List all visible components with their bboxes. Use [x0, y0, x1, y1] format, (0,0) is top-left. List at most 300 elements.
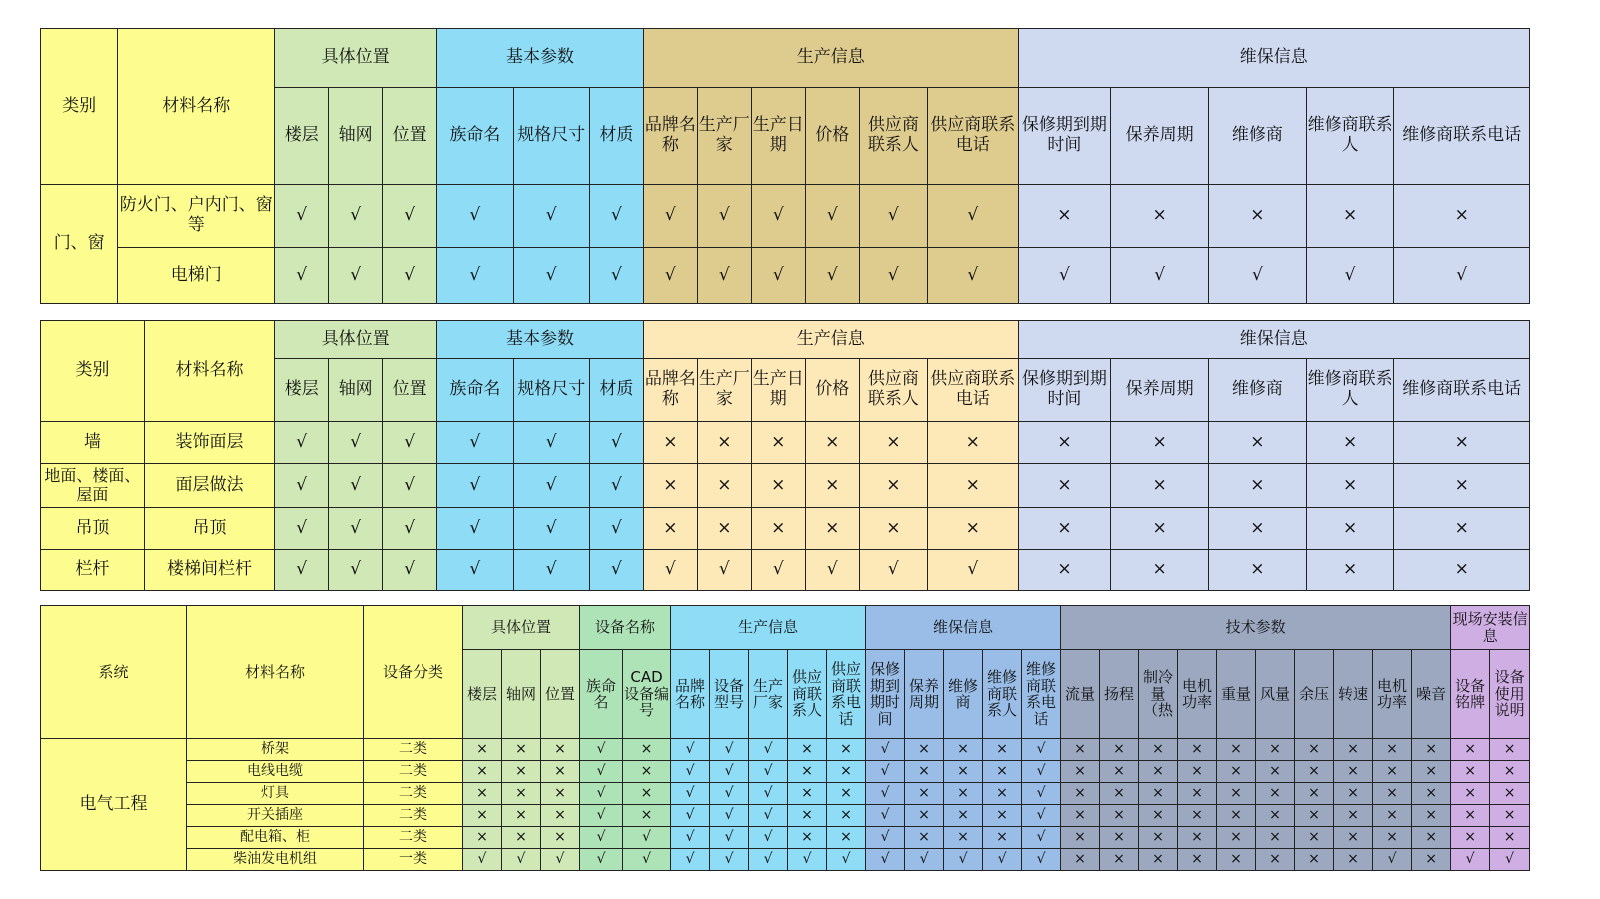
check-mark-cell: ×: [1018, 422, 1111, 464]
check-mark-cell: ×: [1490, 805, 1530, 827]
check-mark-cell: ×: [623, 805, 671, 827]
check-mark-cell: √: [671, 805, 710, 827]
check-mark-cell: ×: [1451, 827, 1490, 849]
check-mark-cell: ×: [1295, 805, 1334, 827]
check-mark-cell: ×: [944, 805, 983, 827]
check-mark-cell: √: [697, 550, 751, 591]
column-header: 保修期到期时间: [866, 650, 905, 739]
check-mark-cell: ×: [1256, 805, 1295, 827]
check-mark-cell: ×: [1306, 185, 1394, 248]
category-cell: 地面、楼面、屋面: [41, 464, 145, 508]
check-mark-cell: ×: [1451, 783, 1490, 805]
column-header: 生产日期: [751, 359, 805, 422]
check-mark-cell: √: [944, 849, 983, 871]
column-header: 楼层: [275, 88, 329, 185]
check-mark-cell: √: [859, 550, 927, 591]
check-mark-cell: ×: [1394, 185, 1530, 248]
check-mark-cell: ×: [1373, 805, 1412, 827]
check-mark-cell: ×: [1412, 739, 1451, 761]
check-mark-cell: √: [1373, 849, 1412, 871]
equip-class: 二类: [364, 739, 463, 761]
material-name: 开关插座: [187, 805, 364, 827]
check-mark-cell: ×: [1178, 827, 1217, 849]
column-header: 流量: [1061, 650, 1100, 739]
check-mark-cell: ×: [788, 827, 827, 849]
column-header: 位置: [383, 359, 437, 422]
check-mark-cell: ×: [905, 739, 944, 761]
check-mark-cell: √: [275, 550, 329, 591]
check-mark-cell: ×: [1061, 739, 1100, 761]
check-mark-cell: √: [383, 550, 437, 591]
check-mark-cell: ×: [1217, 783, 1256, 805]
system-cell: 电气工程: [41, 739, 187, 871]
check-mark-cell: ×: [1412, 805, 1451, 827]
column-header: 族命名: [437, 359, 513, 422]
column-header: 保修期到期时间: [1018, 359, 1111, 422]
check-mark-cell: ×: [1256, 739, 1295, 761]
check-mark-cell: ×: [1061, 805, 1100, 827]
check-mark-cell: √: [1209, 248, 1307, 304]
check-mark-cell: ×: [1217, 827, 1256, 849]
check-mark-cell: ×: [1451, 805, 1490, 827]
column-header: 轴网: [329, 88, 383, 185]
check-mark-cell: √: [623, 827, 671, 849]
check-mark-cell: ×: [1256, 849, 1295, 871]
check-mark-cell: ×: [643, 508, 697, 550]
check-mark-cell: √: [589, 464, 643, 508]
check-mark-cell: ×: [788, 805, 827, 827]
check-mark-cell: ×: [1256, 827, 1295, 849]
column-header: 供应商联系人: [788, 650, 827, 739]
check-mark-cell: √: [1022, 805, 1061, 827]
check-mark-cell: √: [710, 739, 749, 761]
check-mark-cell: ×: [502, 761, 541, 783]
check-mark-cell: ×: [1111, 550, 1209, 591]
check-mark-cell: √: [1022, 739, 1061, 761]
check-mark-cell: √: [866, 827, 905, 849]
check-mark-cell: ×: [983, 783, 1022, 805]
check-mark-cell: ×: [1111, 508, 1209, 550]
header-basic: 基本参数: [437, 321, 644, 359]
check-mark-cell: ×: [1373, 739, 1412, 761]
check-mark-cell: ×: [905, 827, 944, 849]
check-mark-cell: √: [671, 849, 710, 871]
check-mark-cell: √: [275, 185, 329, 248]
check-mark-cell: √: [751, 248, 805, 304]
check-mark-cell: ×: [541, 827, 580, 849]
material-name: 面层做法: [144, 464, 274, 508]
column-header: 供应商联系电话: [827, 650, 866, 739]
check-mark-cell: ×: [1394, 550, 1530, 591]
check-mark-cell: ×: [944, 761, 983, 783]
check-mark-cell: √: [513, 422, 589, 464]
header-install: 现场安装信息: [1451, 606, 1530, 650]
category-cell: 吊顶: [41, 508, 145, 550]
check-mark-cell: ×: [1394, 422, 1530, 464]
header-system: 系统: [41, 606, 187, 739]
check-mark-cell: ×: [1217, 761, 1256, 783]
check-mark-cell: ×: [502, 739, 541, 761]
column-header: 维修商联系人: [983, 650, 1022, 739]
check-mark-cell: ×: [859, 508, 927, 550]
column-header: 价格: [805, 88, 859, 185]
column-header: 重量: [1217, 650, 1256, 739]
check-mark-cell: √: [513, 464, 589, 508]
check-mark-cell: ×: [1217, 849, 1256, 871]
check-mark-cell: √: [1018, 248, 1111, 304]
equip-class: 二类: [364, 761, 463, 783]
header-material: 材料名称: [118, 29, 275, 185]
check-mark-cell: ×: [1209, 422, 1307, 464]
check-mark-cell: √: [697, 185, 751, 248]
check-mark-cell: ×: [463, 783, 502, 805]
material-name: 柴油发电机组: [187, 849, 364, 871]
check-mark-cell: ×: [1018, 550, 1111, 591]
check-mark-cell: ×: [1018, 464, 1111, 508]
column-header: 生产厂家: [749, 650, 788, 739]
check-mark-cell: ×: [1394, 508, 1530, 550]
check-mark-cell: ×: [751, 464, 805, 508]
check-mark-cell: √: [329, 508, 383, 550]
check-mark-cell: ×: [1334, 805, 1373, 827]
check-mark-cell: ×: [944, 739, 983, 761]
header-material: 材料名称: [187, 606, 364, 739]
check-mark-cell: √: [671, 761, 710, 783]
material-name: 配电箱、柜: [187, 827, 364, 849]
table-electrical: [40, 605, 1530, 871]
check-mark-cell: ×: [541, 783, 580, 805]
check-mark-cell: ×: [1373, 761, 1412, 783]
column-header: 供应商联系电话: [927, 359, 1018, 422]
check-mark-cell: ×: [1490, 761, 1530, 783]
header-maintenance: 维保信息: [1018, 321, 1529, 359]
check-mark-cell: ×: [541, 805, 580, 827]
check-mark-cell: ×: [1306, 508, 1394, 550]
check-mark-cell: √: [866, 783, 905, 805]
check-mark-cell: ×: [1295, 739, 1334, 761]
material-name: 装饰面层: [144, 422, 274, 464]
check-mark-cell: √: [710, 761, 749, 783]
check-mark-cell: ×: [944, 783, 983, 805]
check-mark-cell: ×: [1178, 739, 1217, 761]
check-mark-cell: √: [383, 248, 437, 304]
check-mark-cell: ×: [697, 464, 751, 508]
column-header: 噪音: [1412, 650, 1451, 739]
check-mark-cell: ×: [1373, 827, 1412, 849]
check-mark-cell: √: [513, 248, 589, 304]
check-mark-cell: √: [710, 783, 749, 805]
column-header: 维修商联系人: [1306, 88, 1394, 185]
check-mark-cell: √: [437, 508, 513, 550]
check-mark-cell: ×: [1139, 739, 1178, 761]
check-mark-cell: √: [580, 783, 623, 805]
header-location: 具体位置: [275, 29, 437, 88]
check-mark-cell: ×: [805, 464, 859, 508]
check-mark-cell: √: [927, 185, 1018, 248]
column-header: 生产日期: [751, 88, 805, 185]
check-mark-cell: √: [927, 550, 1018, 591]
column-header: 价格: [805, 359, 859, 422]
check-mark-cell: √: [329, 464, 383, 508]
check-mark-cell: √: [643, 550, 697, 591]
check-mark-cell: √: [580, 761, 623, 783]
header-material: 材料名称: [144, 321, 274, 422]
check-mark-cell: √: [1022, 783, 1061, 805]
check-mark-cell: ×: [463, 805, 502, 827]
check-mark-cell: √: [513, 550, 589, 591]
check-mark-cell: ×: [859, 464, 927, 508]
check-mark-cell: ×: [751, 422, 805, 464]
column-header: 楼层: [275, 359, 329, 422]
check-mark-cell: ×: [1139, 783, 1178, 805]
material-name: 电线电缆: [187, 761, 364, 783]
column-header: CAD设备编号: [623, 650, 671, 739]
column-header: 维修商联系电话: [1394, 359, 1530, 422]
check-mark-cell: ×: [827, 761, 866, 783]
header-equip-class: 设备分类: [364, 606, 463, 739]
check-mark-cell: ×: [1256, 761, 1295, 783]
check-mark-cell: √: [329, 185, 383, 248]
column-header: 维修商: [1209, 88, 1307, 185]
check-mark-cell: ×: [1100, 783, 1139, 805]
check-mark-cell: ×: [788, 783, 827, 805]
check-mark-cell: √: [643, 185, 697, 248]
check-mark-cell: ×: [1100, 827, 1139, 849]
check-mark-cell: √: [623, 849, 671, 871]
check-mark-cell: ×: [983, 805, 1022, 827]
check-mark-cell: ×: [541, 761, 580, 783]
check-mark-cell: ×: [1217, 805, 1256, 827]
check-mark-cell: ×: [1334, 827, 1373, 849]
check-mark-cell: ×: [905, 805, 944, 827]
column-header: 规格尺寸: [513, 359, 589, 422]
check-mark-cell: √: [275, 508, 329, 550]
check-mark-cell: ×: [1490, 827, 1530, 849]
check-mark-cell: √: [805, 550, 859, 591]
column-header: 品牌名称: [643, 359, 697, 422]
check-mark-cell: √: [927, 248, 1018, 304]
check-mark-cell: ×: [983, 827, 1022, 849]
check-mark-cell: ×: [1334, 783, 1373, 805]
material-name: 灯具: [187, 783, 364, 805]
check-mark-cell: ×: [827, 739, 866, 761]
check-mark-cell: ×: [1209, 464, 1307, 508]
check-mark-cell: ×: [623, 783, 671, 805]
column-header: 维修商: [944, 650, 983, 739]
header-basic: 基本参数: [437, 29, 644, 88]
check-mark-cell: ×: [463, 827, 502, 849]
category-cell: 墙: [41, 422, 145, 464]
check-mark-cell: ×: [1178, 849, 1217, 871]
check-mark-cell: √: [671, 783, 710, 805]
check-mark-cell: ×: [1100, 761, 1139, 783]
check-mark-cell: ×: [541, 739, 580, 761]
check-mark-cell: √: [589, 248, 643, 304]
column-header: 风量: [1256, 650, 1295, 739]
check-mark-cell: ×: [805, 422, 859, 464]
check-mark-cell: ×: [1451, 739, 1490, 761]
check-mark-cell: √: [589, 422, 643, 464]
check-mark-cell: ×: [1295, 849, 1334, 871]
check-mark-cell: ×: [1100, 849, 1139, 871]
check-mark-cell: ×: [697, 422, 751, 464]
column-header: 供应商联系电话: [927, 88, 1018, 185]
check-mark-cell: ×: [1373, 783, 1412, 805]
check-mark-cell: √: [589, 185, 643, 248]
check-mark-cell: ×: [643, 464, 697, 508]
check-mark-cell: ×: [463, 739, 502, 761]
header-category: 类别: [41, 29, 118, 185]
check-mark-cell: √: [1022, 827, 1061, 849]
check-mark-cell: √: [671, 827, 710, 849]
check-mark-cell: ×: [1412, 783, 1451, 805]
header-equip-name: 设备名称: [580, 606, 671, 650]
check-mark-cell: ×: [643, 422, 697, 464]
check-mark-cell: √: [541, 849, 580, 871]
check-mark-cell: ×: [1100, 739, 1139, 761]
check-mark-cell: ×: [1111, 185, 1209, 248]
check-mark-cell: √: [329, 550, 383, 591]
header-maintenance: 维保信息: [866, 606, 1061, 650]
check-mark-cell: ×: [1111, 464, 1209, 508]
check-mark-cell: ×: [1178, 805, 1217, 827]
check-mark-cell: ×: [788, 739, 827, 761]
check-mark-cell: √: [859, 185, 927, 248]
column-header: 族命名: [580, 650, 623, 739]
check-mark-cell: √: [643, 248, 697, 304]
check-mark-cell: √: [749, 739, 788, 761]
column-header: 维修商联系人: [1306, 359, 1394, 422]
check-mark-cell: √: [1022, 849, 1061, 871]
check-mark-cell: √: [697, 248, 751, 304]
header-maintenance: 维保信息: [1018, 29, 1529, 88]
check-mark-cell: ×: [927, 422, 1018, 464]
check-mark-cell: √: [580, 827, 623, 849]
check-mark-cell: ×: [1490, 739, 1530, 761]
check-mark-cell: √: [437, 550, 513, 591]
column-header: 轴网: [329, 359, 383, 422]
column-header: 材质: [589, 88, 643, 185]
check-mark-cell: ×: [1451, 761, 1490, 783]
check-mark-cell: ×: [1306, 550, 1394, 591]
check-mark-cell: √: [383, 508, 437, 550]
check-mark-cell: √: [749, 805, 788, 827]
check-mark-cell: ×: [788, 761, 827, 783]
material-name: 桥架: [187, 739, 364, 761]
check-mark-cell: ×: [1256, 783, 1295, 805]
check-mark-cell: √: [710, 827, 749, 849]
check-mark-cell: √: [275, 464, 329, 508]
check-mark-cell: ×: [905, 761, 944, 783]
header-tech: 技术参数: [1061, 606, 1451, 650]
material-name: 吊顶: [144, 508, 274, 550]
material-name: 电梯门: [118, 248, 275, 304]
check-mark-cell: √: [1022, 761, 1061, 783]
column-header: 品牌名称: [643, 88, 697, 185]
check-mark-cell: ×: [1178, 783, 1217, 805]
check-mark-cell: √: [502, 849, 541, 871]
check-mark-cell: ×: [502, 805, 541, 827]
column-header: 维修商: [1209, 359, 1307, 422]
table-finishes: [40, 320, 1530, 591]
column-header: 制冷量（热: [1139, 650, 1178, 739]
check-mark-cell: √: [751, 185, 805, 248]
check-mark-cell: √: [437, 185, 513, 248]
check-mark-cell: ×: [1178, 761, 1217, 783]
check-mark-cell: √: [983, 849, 1022, 871]
check-mark-cell: √: [329, 422, 383, 464]
check-mark-cell: √: [1111, 248, 1209, 304]
header-location: 具体位置: [275, 321, 437, 359]
check-mark-cell: ×: [1018, 185, 1111, 248]
check-mark-cell: √: [671, 739, 710, 761]
column-header: 材质: [589, 359, 643, 422]
check-mark-cell: ×: [1100, 805, 1139, 827]
check-mark-cell: ×: [751, 508, 805, 550]
check-mark-cell: ×: [463, 761, 502, 783]
check-mark-cell: √: [751, 550, 805, 591]
check-mark-cell: √: [749, 783, 788, 805]
column-header: 保养周期: [1111, 88, 1209, 185]
column-header: 位置: [383, 88, 437, 185]
check-mark-cell: ×: [1139, 805, 1178, 827]
check-mark-cell: ×: [1295, 827, 1334, 849]
check-mark-cell: ×: [623, 761, 671, 783]
check-mark-cell: ×: [1295, 783, 1334, 805]
check-mark-cell: √: [749, 761, 788, 783]
check-mark-cell: √: [788, 849, 827, 871]
check-mark-cell: √: [513, 508, 589, 550]
check-mark-cell: ×: [697, 508, 751, 550]
column-header: 轴网: [502, 650, 541, 739]
check-mark-cell: √: [1394, 248, 1530, 304]
check-mark-cell: √: [1451, 849, 1490, 871]
column-header: 楼层: [463, 650, 502, 739]
check-mark-cell: ×: [1061, 761, 1100, 783]
check-mark-cell: √: [1490, 849, 1530, 871]
check-mark-cell: √: [513, 185, 589, 248]
header-production: 生产信息: [643, 29, 1018, 88]
column-header: 品牌名称: [671, 650, 710, 739]
check-mark-cell: √: [437, 422, 513, 464]
check-mark-cell: √: [827, 849, 866, 871]
check-mark-cell: ×: [1306, 464, 1394, 508]
check-mark-cell: ×: [1412, 827, 1451, 849]
equip-class: 二类: [364, 827, 463, 849]
check-mark-cell: ×: [1394, 464, 1530, 508]
check-mark-cell: ×: [1295, 761, 1334, 783]
check-mark-cell: √: [383, 185, 437, 248]
category-cell: 栏杆: [41, 550, 145, 591]
check-mark-cell: ×: [502, 783, 541, 805]
check-mark-cell: ×: [1490, 783, 1530, 805]
check-mark-cell: √: [1306, 248, 1394, 304]
check-mark-cell: √: [463, 849, 502, 871]
check-mark-cell: ×: [1139, 761, 1178, 783]
check-mark-cell: ×: [1209, 185, 1307, 248]
check-mark-cell: √: [275, 422, 329, 464]
check-mark-cell: √: [710, 849, 749, 871]
check-mark-cell: √: [866, 761, 905, 783]
check-mark-cell: ×: [1334, 849, 1373, 871]
check-mark-cell: √: [866, 805, 905, 827]
check-mark-cell: √: [589, 550, 643, 591]
check-mark-cell: √: [805, 248, 859, 304]
check-mark-cell: √: [329, 248, 383, 304]
check-mark-cell: √: [383, 422, 437, 464]
check-mark-cell: ×: [1412, 761, 1451, 783]
check-mark-cell: √: [749, 827, 788, 849]
